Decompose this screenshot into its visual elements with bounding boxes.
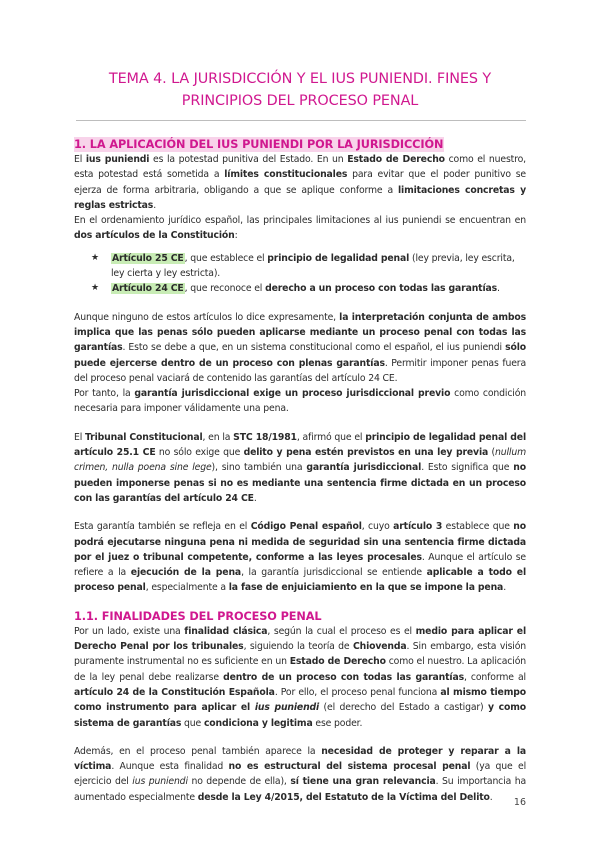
- list-item-art24-text: , que reconoce el derecho a un proceso con todas las garantías.: [184, 283, 500, 295]
- page-number: 16: [513, 797, 526, 808]
- section-heading-1-text: 1. LA APLICACIÓN DEL IUS PUNIENDI POR LA JURISDICCIÓN: [74, 138, 444, 151]
- paragraph-ordenamiento: En el ordenamiento jurídico español, las principales limitaciones al ius puniendi se encuentran en dos artículos de la Constitución:: [74, 215, 526, 242]
- highlight-art25: Artículo 25 CE: [112, 252, 184, 264]
- paragraph-interpretacion: Aunque ninguno de estos artículos lo dice expresamente, la interpretación conjunta de ambos implica que las penas sólo pueden aplicarse mediante un proceso penal con todas las garantías. Esto se debe a que, en un sistema constitucional como el español, el ius puniendi sólo puede ejercerse dentro de un proceso con plenas garantías. Permitir imponer penas fuera del proceso penal vaciará de contenido las garantías del artículo 24 CE.: [74, 311, 527, 384]
- section-heading-1: [74, 137, 526, 152]
- list-item-art25: [74, 251, 526, 282]
- list-item-art25-text: , que establece el principio de legalidad penal (ley previa, ley escrita, ley cierta y ley estricta).: [111, 252, 515, 280]
- paragraph-tribunal-constitucional: El Tribunal Constitucional, en la STC 18/1981, afirmó que el principio de legalidad penal del artículo 25.1 CE no sólo exige que delito y pena estén previstos en una ley previa (nullum crimen, nulla poena sine lege), sino también una garantía jurisdiccional. Esto significa que no pueden imponerse penas si no es mediante una sentencia firme dictada en un proceso con las garantías del artículo 24 CE.: [74, 431, 526, 504]
- paragraph-garantia: Por tanto, la garantía jurisdiccional exige un proceso jurisdiccional previo como condición necesaria para imponer válidamente una pena.: [74, 388, 526, 415]
- page-title: TEMA 4. LA JURISDICCIÓN Y EL IUS PUNIENDI. FINES Y PRINCIPIOS DEL PROCESO PENAL: [108, 71, 492, 109]
- paragraph-codigo-penal: Esta garantía también se refleja en el Código Penal español, cuyo artículo 3 establece que no podrá ejecutarse ninguna pena ni medida de seguridad sin una sentencia firme dictada por el juez o tribunal competente, conforme a las leyes procesales. Aunque el artículo se refiere a la ejecución de la pena, la garantía jurisdiccional se entiende aplicable a todo el proceso penal, especialmente a la fase de enjuiciamiento en la que se impone la pena.: [74, 521, 527, 594]
- article-list: [74, 251, 526, 297]
- title-divider: [76, 120, 526, 121]
- page-content: [74, 137, 526, 805]
- section-heading-1-1: [74, 609, 526, 624]
- star-bullet-icon: ★: [91, 252, 99, 263]
- list-item-art24: [74, 281, 526, 296]
- paragraph-victima: Además, en el proceso penal también aparece la necesidad de proteger y reparar a la víctima. Aunque esta finalidad no es estructural del sistema procesal penal (ya que el ejercicio del ius puniendi no depende de ella), sí tiene una gran relevancia. Su importancia ha aumentado especialmente desde la Ley 4/2015, del Estatuto de la Víctima del Delito.: [74, 745, 527, 803]
- paragraph-ius-puniendi: El ius puniendi es la potestad punitiva del Estado. En un Estado de Derecho como el nuestro, esta potestad está sometida a límites constitucionales para evitar que el poder punitivo se ejerza de forma arbitraria, obligando a que se aplique conforme a limitaciones concretas y reglas estrictas.: [74, 154, 526, 211]
- paragraph-finalidad-clasica: Por un lado, existe una finalidad clásica, según la cual el proceso es el medio para aplicar el Derecho Penal por los tribunales, siguiendo la teoría de Chiovenda. Sin embargo, esta visión puramente instrumental no es suficiente en un Estado de Derecho como el nuestro. La aplicación de la ley penal debe realizarse dentro de un proceso con todas las garantías, conforme al artículo 24 de la Constitución Española. Por ello, el proceso penal funciona al mismo tiempo como instrumento para aplicar el ius puniendi (el derecho del Estado a castigar) y como sistema de garantías que condiciona y legitima ese poder.: [74, 625, 527, 729]
- star-bullet-icon: ★: [91, 283, 99, 294]
- section-heading-1-1-text: 1.1. FINALIDADES DEL PROCESO PENAL: [74, 609, 322, 623]
- highlight-art24: Artículo 24 CE: [112, 283, 184, 295]
